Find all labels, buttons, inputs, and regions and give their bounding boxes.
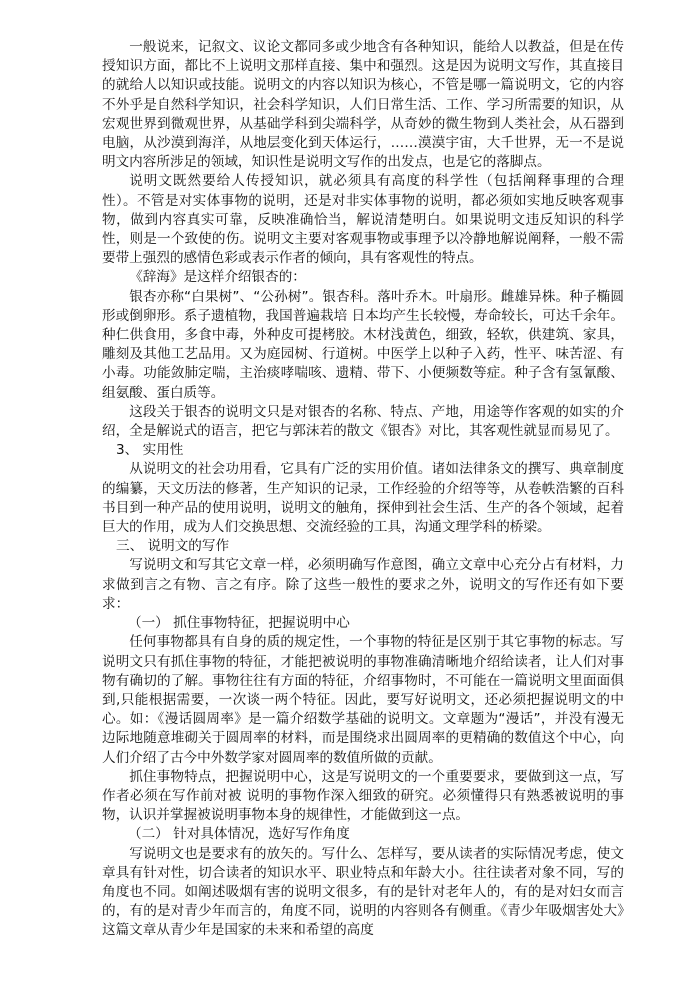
section-heading-writing: 三、 说明文的写作 bbox=[116, 538, 230, 555]
paragraph-features-summary: 抓住事物特点，把握说明中心，这是写说明文的一个重要要求，要做到这一点，写作者必须在写作前对被 说明的事物作深入细致的研究。必须懂得只有熟悉被说明的事物，认识并掌握被说明事物本身的规律性，才能做到这一点。 bbox=[102, 768, 624, 824]
paragraph-features-detail: 任何事物都具有自身的质的规定性，一个事物的特征是区别于其它事物的标志。写说明文只有抓住事物的特征，才能把被说明的事物准确清晰地介绍给读者，让人们对事物有确切的了解。事物往往有方面的特征，介绍事物时，不可能在一篇说明文里面面俱到,只能根据需要，一次谈一两个特征。因此，要写好说明文，还必须把握说明文的中心。如：《漫话圆周率》是一篇介绍数学基础的说明文。文章题为“漫话”，并没有漫无边际地随意堆砌关于圆周率的材料，而是围绕求出圆周率的更精确的数值这个中心，向人们介绍了古今中外数学家对圆周率的数值所做的贡献。 bbox=[102, 634, 624, 766]
paragraph-scientific-nature: 说明文既然要给人传授知识，就必须具有高度的科学性（包括阐释事理的合理性）。不管是对实体事物的说明，还是对非实体事物的说明，都必须如实地反映客观事物，做到内容真实可靠，反映准确恰当，解说清楚明白。如果说明文违反知识的科学性，则是一个致使的伤。说明文主要对客观事物或事理予以冷静地解说阐释，一般不需要带上强烈的感情色彩或表示作者的倾向，具有客观性的特点。 bbox=[102, 173, 624, 267]
section-heading-practicality: 3、 实用性 bbox=[116, 442, 184, 459]
paragraph-cihai-intro: 《辞海》是这样介绍银杏的： bbox=[129, 269, 306, 286]
subsection-heading-features: （一） 抓住事物特征，把握说明中心 bbox=[128, 615, 350, 632]
paragraph-angle-detail: 写说明文也是要求有的放矢的。写什么、怎样写，要从读者的实际情况考虑，使文章具有针对性，切合读者的知识水平、职业特点和年龄大小。往往读者对象不同，写的角度也不同。如阐述吸烟有害的说明文很多，有的是针对老年人的，有的是对妇女而言的，有的是对青少年而言的，角度不同，说明的内容则各有侧重。《青少年吸烟害处大》这篇文章从青少年是国家的未来和希望的高度 bbox=[102, 845, 624, 939]
paragraph-ginkgo-definition: 银杏亦称“白果树”、“公孙树”。银杏科。落叶乔木。叶扇形。雌雄异株。种子椭圆形或倒卵形。系子遗植物，我国普遍栽培 日本均产生长较慢，寿命较长，可达千余年。种仁供食用，多食中毒，外种皮可提栲胶。木材浅黄色，细致，轻软，供建筑、家具，雕刻及其他工艺品用。又为庭园树、行道树。中医学上以种子入药，性平、味苦涩、有小毒。功能敛肺定喘，主治痰哮喘咳、遗精、带下、小便频数等症。种子含有氢氰酸、组氨酸、蛋白质等。 bbox=[102, 288, 624, 401]
document-page bbox=[102, 38, 624, 941]
paragraph-practical-value: 从说明文的社会功用看，它具有广泛的实用价值。诸如法律条文的撰写、典章制度的编纂，天文历法的修著，生产知识的记录，工作经验的介绍等等，从卷帙浩繁的百科书目到一种产品的使用说明，说明文的触角，探伸到社会生活、生产的各个领域，起着巨大的作用，成为人们交换思想、交流经验的工具，沟通文理学科的桥梁。 bbox=[102, 461, 624, 536]
paragraph-knowledge-intro: 一般说来，记叙文、议论文都同多或少地含有各种知识，能给人以教益，但是在传授知识方面，都比不上说明文那样直接、集中和强烈。这是因为说明文写作，其直接目的就给人以知识或技能。说明文的内容以知识为核心，不管是哪一篇说明文，它的内容不外乎是自然科学知识，社会科学知识，人们日常生活、工作、学习所需要的知识，从宏观世界到微观世界，从基础学科到尖端科学，从奇妙的微生物到人类社会，从石器到电脑，从沙漠到海洋，从地层变化到天体运行，……漠漠宇宙，大千世界，无一不是说明文内容所涉足的领域，知识性是说明文写作的出发点，也是它的落脚点。 bbox=[102, 39, 624, 171]
paragraph-ginkgo-objectivity: 这段关于银杏的说明文只是对银杏的名称、特点、产地，用途等作客观的如实的介绍，全是解说式的语言，把它与郭沫若的散文《银杏》对比，其客观性就显而易见了。 bbox=[102, 403, 624, 440]
paragraph-writing-requirements: 写说明文和写其它文章一样，必须明确写作意图，确立文章中心充分占有材料，力求做到言之有物、言之有序。除了这些一般性的要求之外，说明文的写作还有如下要求： bbox=[102, 557, 624, 612]
subsection-heading-angle: （二） 针对具体情况，选好写作角度 bbox=[128, 826, 350, 843]
